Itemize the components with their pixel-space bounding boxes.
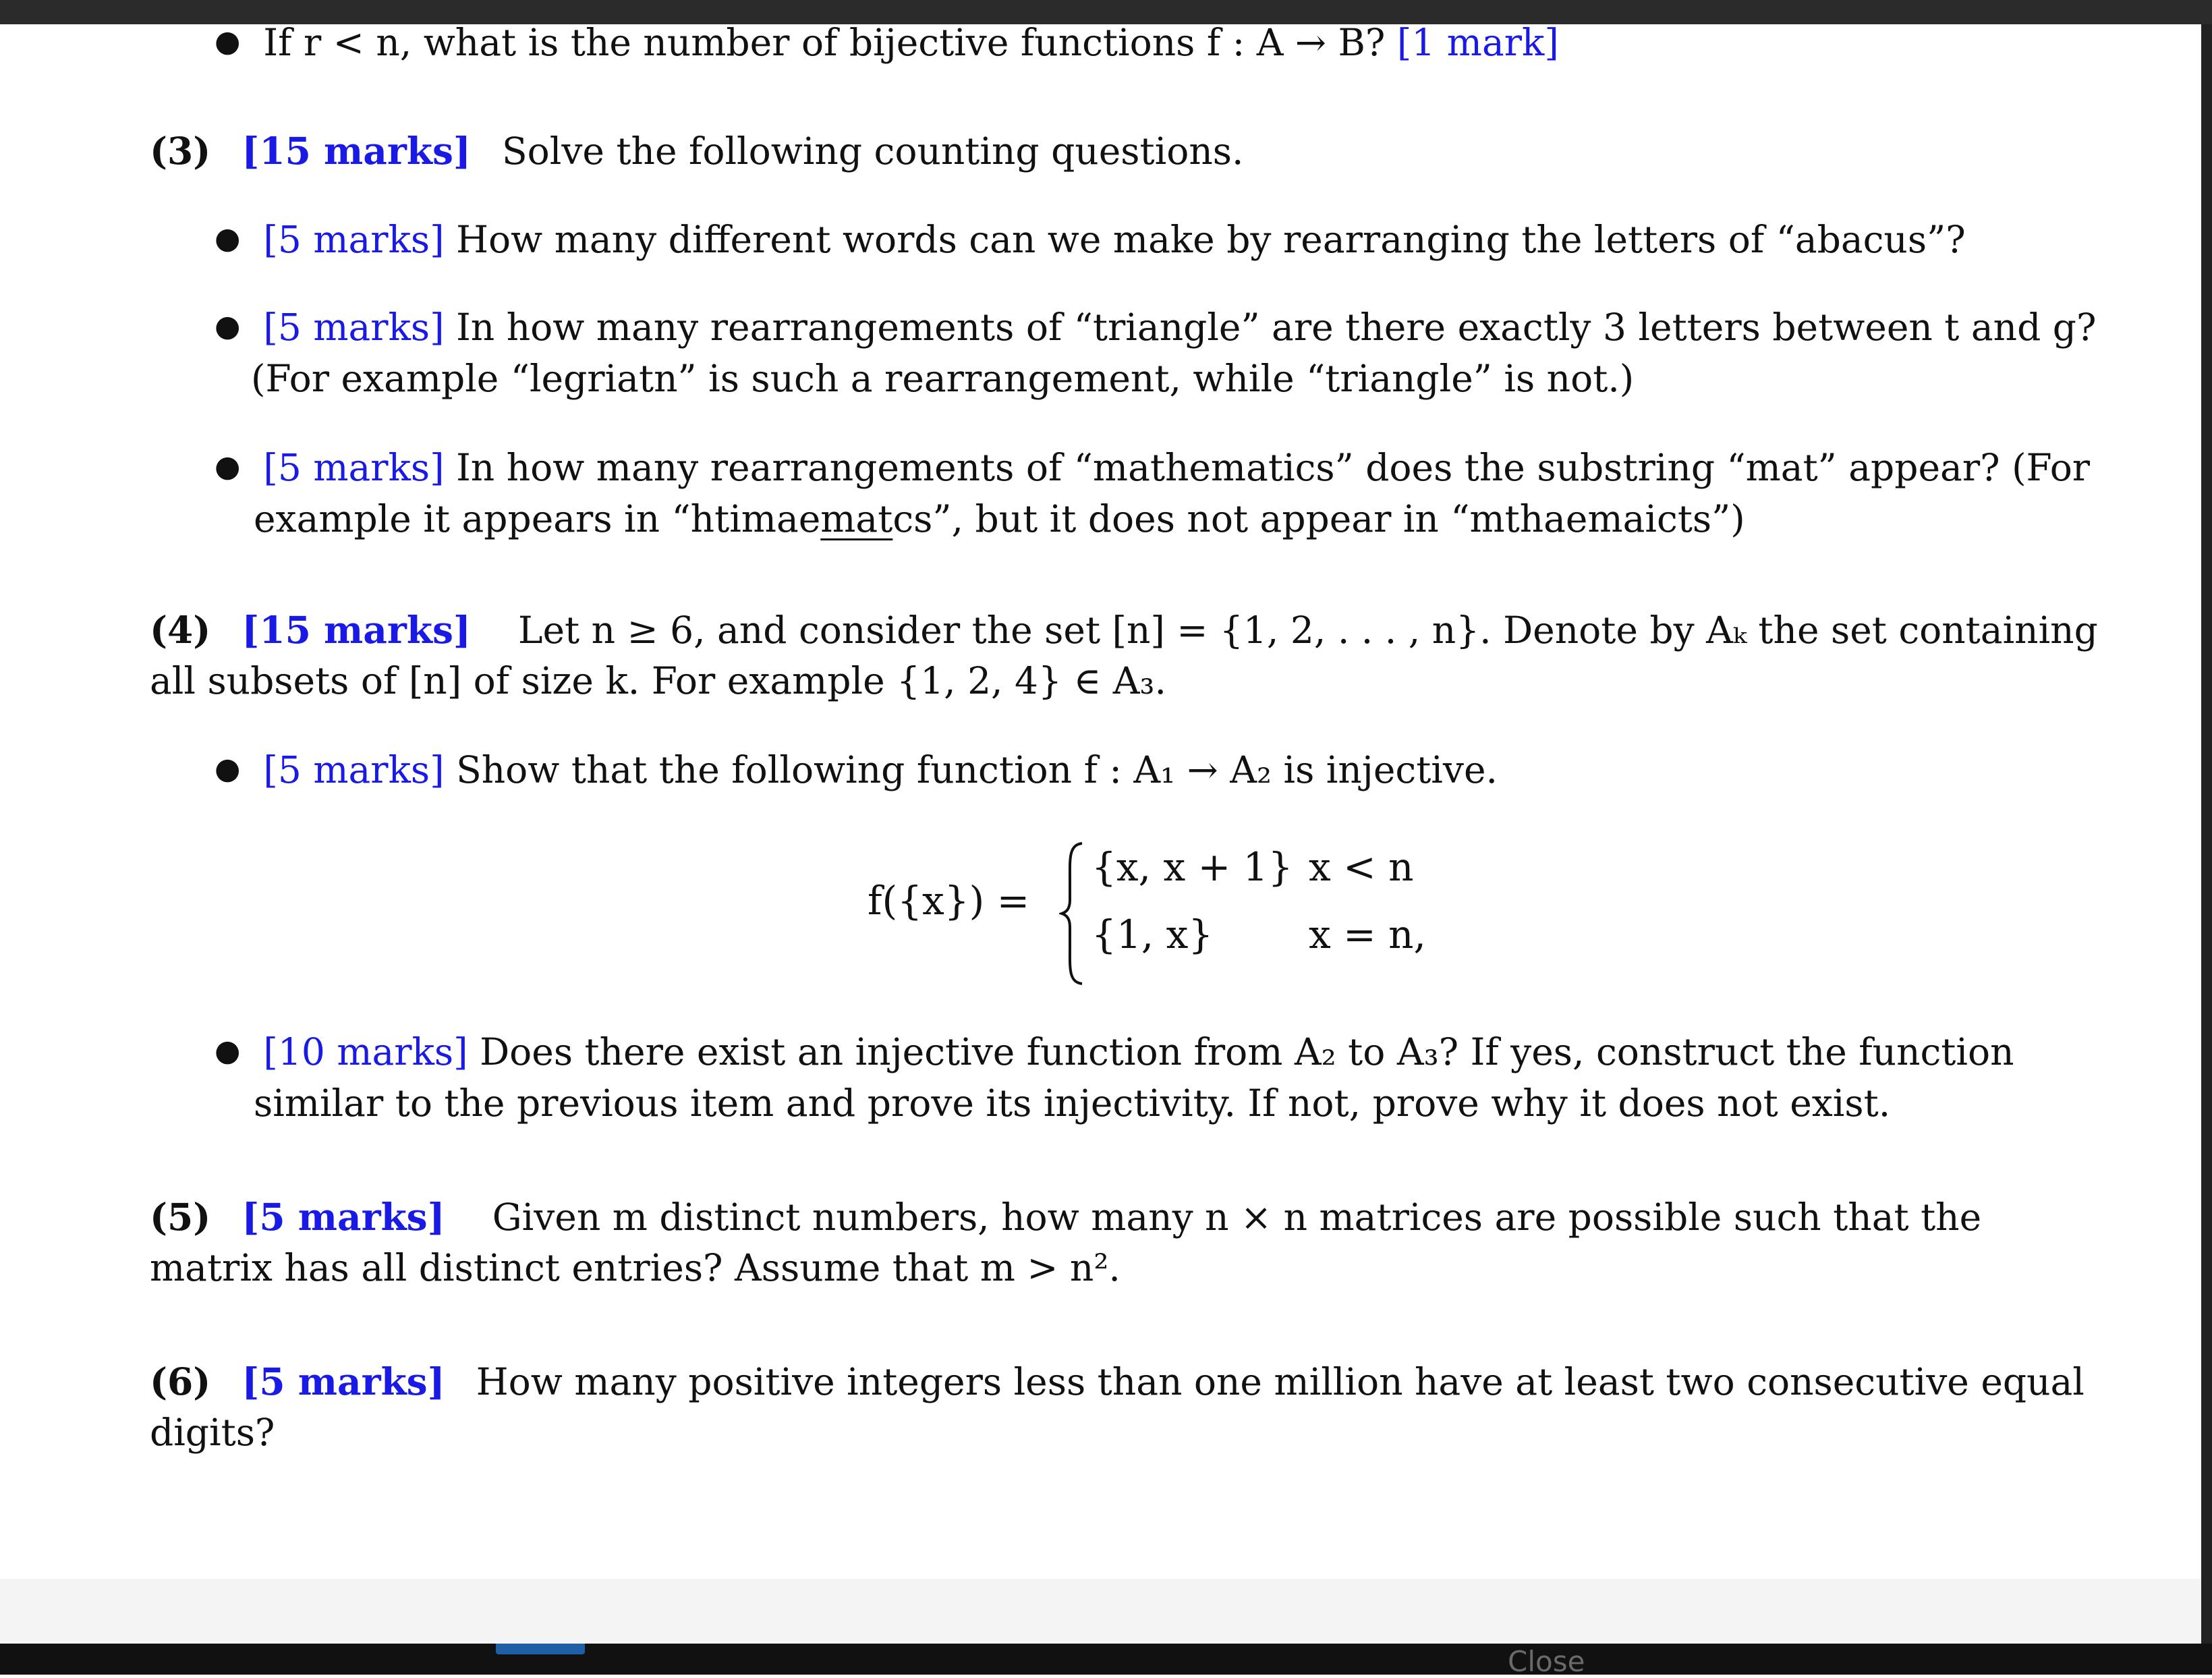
q3-item-1-marks: [5 marks] xyxy=(263,218,445,261)
q3-item-3-underlined: mat xyxy=(820,497,893,540)
q5-line2: matrix has all distinct entries? Assume that m > n². xyxy=(150,1246,1121,1289)
q6-line1: How many positive integers less than one million have at least two consecutive equal xyxy=(476,1360,2085,1403)
formula-case2-value: {1, x} xyxy=(1091,912,1214,957)
q2-last-item-text: If r < n, what is the number of bijective functions f : A → B? xyxy=(263,21,1386,64)
q5-line1: Given m distinct numbers, how many n × n matrices are possible such that the xyxy=(492,1196,1982,1239)
q3-item-1 xyxy=(215,218,1966,261)
viewer-bottom-bar xyxy=(0,1644,2212,1678)
q6-marks: [5 marks] xyxy=(242,1360,445,1403)
q6-number: (6) xyxy=(150,1360,211,1403)
q2-last-item xyxy=(215,21,1559,64)
q6-line2: digits? xyxy=(150,1411,275,1454)
bullet-icon: ● xyxy=(215,449,241,484)
bullet-icon: ● xyxy=(215,752,241,786)
q3-header xyxy=(150,129,1244,173)
q4-item-2-line2: similar to the previous item and prove its injectivity. If not, prove why it does not exist. xyxy=(254,1082,1891,1125)
q3-item-3-line2 xyxy=(254,497,1745,540)
q4-item-2 xyxy=(215,1030,2014,1073)
bullet-icon: ● xyxy=(215,221,241,256)
q3-item-2-line1: In how many rearrangements of “triangle” are there exactly 3 letters between t and g? xyxy=(456,306,2097,349)
q3-item-1-text: How many different words can we make by rearranging the letters of “abacus”? xyxy=(456,218,1966,261)
close-button[interactable]: Close xyxy=(1508,1645,1585,1678)
active-tab-indicator[interactable] xyxy=(496,1644,585,1654)
q3-item-3 xyxy=(215,446,2091,489)
q4-number: (4) xyxy=(150,608,211,652)
formula-case1-value: {x, x + 1} xyxy=(1091,844,1293,890)
q3-item-3-line2-a: example it appears in “htimae xyxy=(254,497,821,540)
q4-marks: [15 marks] xyxy=(242,608,471,652)
formula-case2-condition: x = n, xyxy=(1309,912,1426,957)
q4-item-1-marks: [5 marks] xyxy=(263,748,445,791)
q2-last-item-marks: [1 mark] xyxy=(1396,21,1559,64)
q4-line1: Let n ≥ 6, and consider the set [n] = {1, 2, . . . , n}. Denote by Aₖ the set containing xyxy=(517,609,2098,652)
q4-item-2-line1: Does there exist an injective function from A₂ to A₃? If yes, construct the function xyxy=(480,1030,2014,1073)
q4-item-2-marks: [10 marks] xyxy=(263,1030,468,1073)
viewer-right-edge xyxy=(2201,24,2212,1644)
q5-marks: [5 marks] xyxy=(242,1195,445,1239)
formula-case1-condition: x < n xyxy=(1309,844,1414,890)
q6-header xyxy=(150,1360,2085,1403)
q3-number: (3) xyxy=(150,129,211,173)
document-page xyxy=(0,21,2201,1579)
q4-line2: all subsets of [n] of size k. For example {1, 2, 4} ∈ A₃. xyxy=(150,659,1166,702)
q4-item-1-text: Show that the following function f : A₁ → A₂ is injective. xyxy=(456,748,1498,791)
bullet-icon: ● xyxy=(215,309,241,343)
q4-item-1 xyxy=(215,748,1498,791)
left-brace-icon xyxy=(1059,839,1086,988)
q5-header xyxy=(150,1195,1982,1239)
q3-item-3-marks: [5 marks] xyxy=(263,446,445,489)
bullet-icon: ● xyxy=(215,1034,241,1068)
q3-item-2-marks: [5 marks] xyxy=(263,306,445,349)
q5-number: (5) xyxy=(150,1195,211,1239)
q3-item-2 xyxy=(215,306,2097,349)
q3-item-3-line1: In how many rearrangements of “mathematics” does the substring “mat” appear? (For xyxy=(456,446,2091,489)
bullet-icon: ● xyxy=(215,24,241,59)
formula-lhs: f({x}) = xyxy=(868,878,1030,924)
q4-header xyxy=(150,608,2098,652)
q3-item-3-line2-b: cs”, but it does not appear in “mthaemaicts”) xyxy=(892,497,1745,540)
q3-item-2-line2: (For example “legriatn” is such a rearrangement, while “triangle” is not.) xyxy=(251,357,1635,400)
q3-marks: [15 marks] xyxy=(242,129,471,173)
viewer-footer-area xyxy=(0,1579,2201,1644)
q3-intro: Solve the following counting questions. xyxy=(501,130,1244,173)
